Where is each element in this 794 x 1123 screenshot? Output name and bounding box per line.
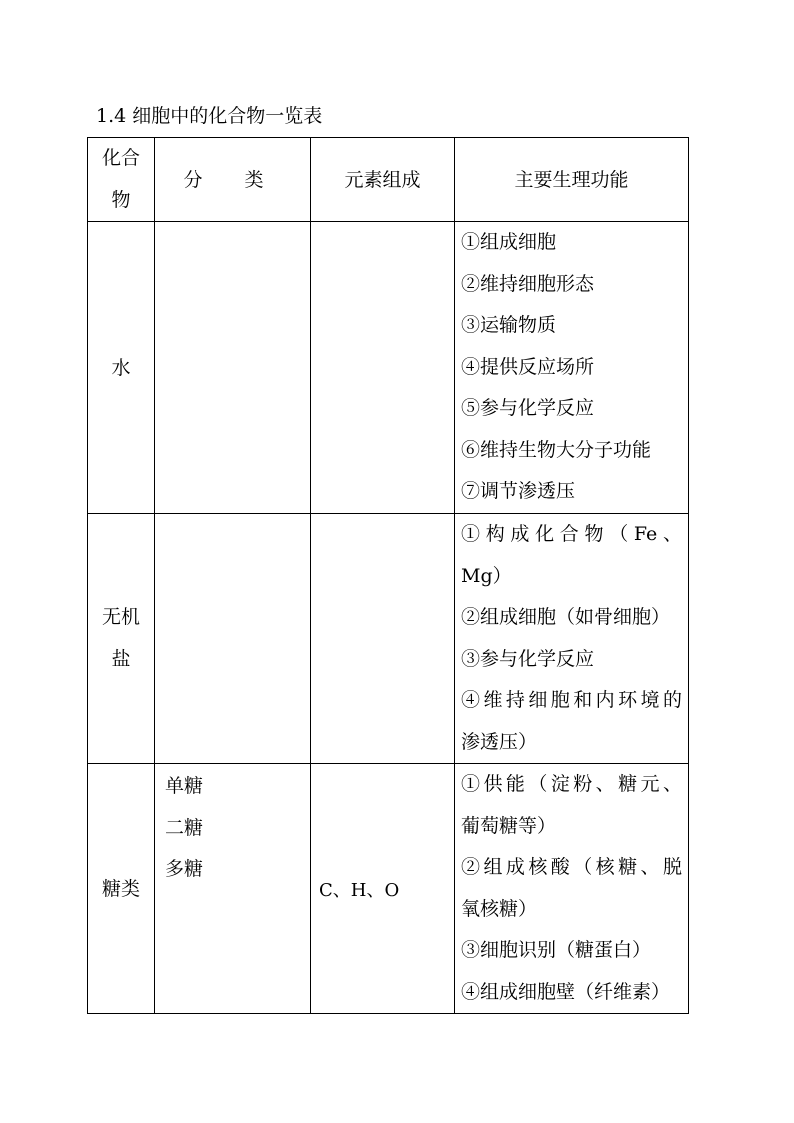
document-title: 1.4 细胞中的化合物一览表	[96, 105, 323, 127]
elements-cell-inorganic-salt	[311, 514, 455, 764]
compound-cell-inorganic-salt	[88, 514, 155, 764]
classification-item: 多糖	[165, 858, 204, 880]
function-item: ④提供反应场所	[461, 355, 595, 378]
function-item: ⑦调节渗透压	[461, 480, 576, 503]
compound-table	[87, 137, 689, 1014]
function-item: ①构成化合物（Fe、	[461, 523, 682, 545]
function-item: ④维持细胞和内环境的	[461, 689, 682, 711]
function-item-continued: 葡萄糖等）	[461, 814, 557, 837]
compound-cell-water: 水	[88, 222, 155, 514]
table-row-carbohydrate	[88, 764, 689, 1014]
function-item: ①组成细胞	[461, 231, 557, 254]
table-header-row	[88, 138, 689, 222]
elements-cell-water	[311, 222, 455, 514]
functions-cell-water	[455, 222, 689, 514]
function-item: ⑤参与化学反应	[461, 397, 595, 420]
header-classification	[155, 138, 311, 222]
function-item-continued: 氧核糖）	[461, 897, 538, 920]
function-item-continued: 渗透压）	[461, 730, 538, 753]
function-item: ③细胞识别（糖蛋白）	[461, 939, 652, 961]
header-compound-line-2: 物	[111, 188, 131, 211]
table-row-water	[88, 222, 689, 514]
header-classification-label: 分 类	[183, 168, 282, 191]
table-row-inorganic-salt	[88, 514, 689, 764]
compound-cell-carbohydrate: 糖类	[88, 764, 155, 1014]
header-compound	[88, 138, 155, 222]
function-item: ③参与化学反应	[461, 647, 595, 670]
classification-item: 单糖	[165, 775, 204, 797]
classification-cell-carbohydrate	[155, 764, 311, 1014]
function-item: ③运输物质	[461, 314, 557, 337]
functions-cell-carbohydrate	[455, 764, 689, 1014]
header-functions: 主要生理功能	[455, 138, 689, 222]
header-elements: 元素组成	[311, 138, 455, 222]
function-item: ④组成细胞壁（纤维素）	[461, 980, 671, 1003]
classification-cell-water	[155, 222, 311, 514]
function-item: ②维持细胞形态	[461, 272, 595, 295]
classification-cell-inorganic-salt	[155, 514, 311, 764]
function-item: ⑥维持生物大分子功能	[461, 438, 652, 461]
header-compound-line-1: 化合	[101, 147, 140, 169]
function-item-continued: Mg）	[461, 564, 512, 587]
classification-item: 二糖	[165, 816, 204, 839]
compound-name-line-1: 无机	[101, 606, 140, 628]
function-item: ①供能（淀粉、糖元、	[461, 773, 682, 795]
compound-name-line-2: 盐	[111, 647, 131, 670]
function-item: ②组成核酸（核糖、脱	[461, 856, 682, 878]
elements-cell-carbohydrate: C、H、O	[311, 764, 455, 1014]
function-item: ②组成细胞（如骨细胞）	[461, 606, 671, 628]
functions-cell-inorganic-salt	[455, 514, 689, 764]
